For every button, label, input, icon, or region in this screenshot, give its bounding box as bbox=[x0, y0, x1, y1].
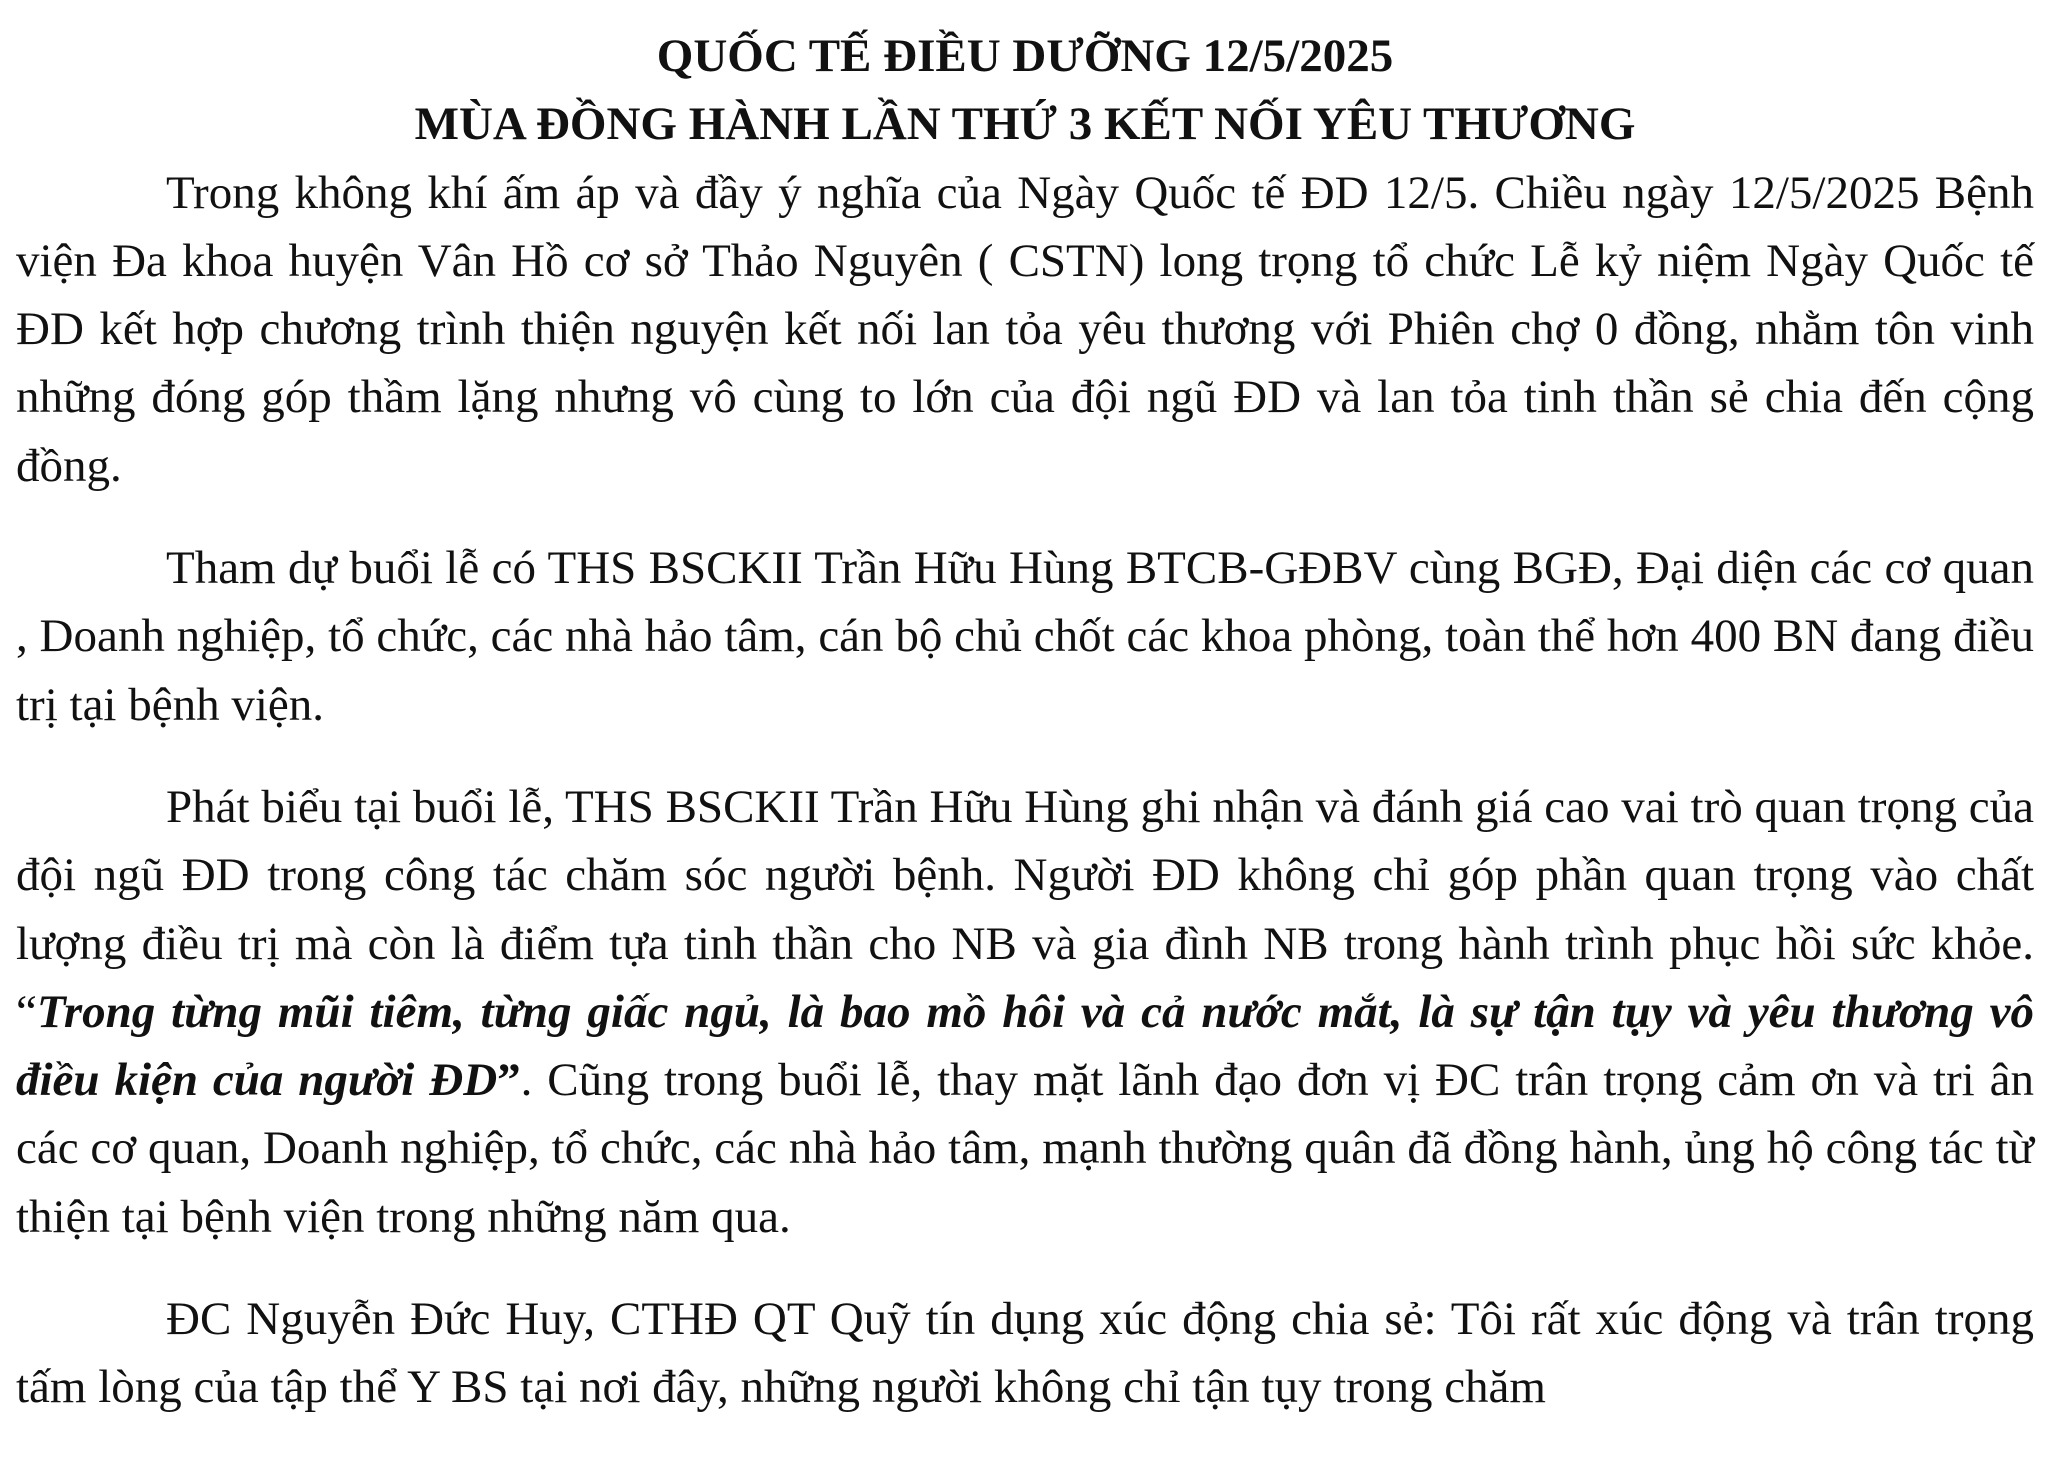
paragraph-3-quote: Trong từng mũi tiêm, từng giấc ngủ, là bao mồ hôi và cả nước mắt, là sự tận tụy và yêu thương vô điều kiện của người ĐD bbox=[16, 985, 2034, 1107]
paragraph-3 bbox=[16, 773, 2034, 1251]
paragraph-3-quote-close: ” bbox=[497, 1054, 521, 1107]
paragraph-1: Trong không khí ấm áp và đầy ý nghĩa của Ngày Quốc tế ĐD 12/5. Chiều ngày 12/5/2025 Bệnh viện Đa khoa huyện Vân Hồ cơ sở Thảo Nguyên ( CSTN) long trọng tổ chức Lễ kỷ niệm Ngày Quốc tế ĐD kết hợp chương trình thiện nguyện kết nối lan tỏa yêu thương với Phiên chợ 0 đồng, nhằm tôn vinh những đóng góp thầm lặng nhưng vô cùng to lớn của đội ngũ ĐD và lan tỏa tinh thần sẻ chia đến cộng đồng. bbox=[16, 166, 2034, 492]
document-title-line-1: QUỐC TẾ ĐIỀU DƯỠNG 12/5/2025 bbox=[656, 30, 1394, 82]
paragraph-3-text-after-quote: . Cũng trong buổi lễ, thay mặt lãnh đạo đơn vị ĐC trân trọng cảm ơn và tri ân các cơ quan, Doanh nghiệp, tổ chức, các nhà hảo tâm, mạnh thường quân đã đồng hành, ủng hộ công tác từ thiện tại bệnh viện trong những năm qua. bbox=[16, 1054, 2034, 1243]
paragraph-4: ĐC Nguyễn Đức Huy, CTHĐ QT Quỹ tín dụng xúc động chia sẻ: Tôi rất xúc động và trân trọng tấm lòng của tập thể Y BS tại nơi đây, những người không chỉ tận tụy trong chăm bbox=[16, 1293, 2034, 1414]
paragraph-spacer bbox=[16, 1251, 2034, 1285]
paragraph-spacer bbox=[16, 739, 2034, 773]
paragraph-spacer bbox=[16, 500, 2034, 534]
document-page bbox=[16, 22, 2034, 1422]
document-title-line-2: MÙA ĐỒNG HÀNH LẦN THỨ 3 KẾT NỐI YÊU THƯƠNG bbox=[414, 98, 1636, 151]
paragraph-3-text-before-quote: Phát biểu tại buổi lễ, THS BSCKII Trần Hữu Hùng ghi nhận và đánh giá cao vai trò quan trọng của đội ngũ ĐD trong công tác chăm sóc người bệnh. Người ĐD không chỉ góp phần quan trọng vào chất lượng điều trị mà còn là điểm tựa tinh thần cho NB và gia đình NB trong hành trình phục hồi sức khỏe. “ bbox=[16, 780, 2034, 1038]
paragraph-2: Tham dự buổi lễ có THS BSCKII Trần Hữu Hùng BTCB-GĐBV cùng BGĐ, Đại diện các cơ quan , Doanh nghiệp, tổ chức, các nhà hảo tâm, cán bộ chủ chốt các khoa phòng, toàn thể hơn 400 BN đang điều trị tại bệnh viện. bbox=[16, 542, 2034, 731]
